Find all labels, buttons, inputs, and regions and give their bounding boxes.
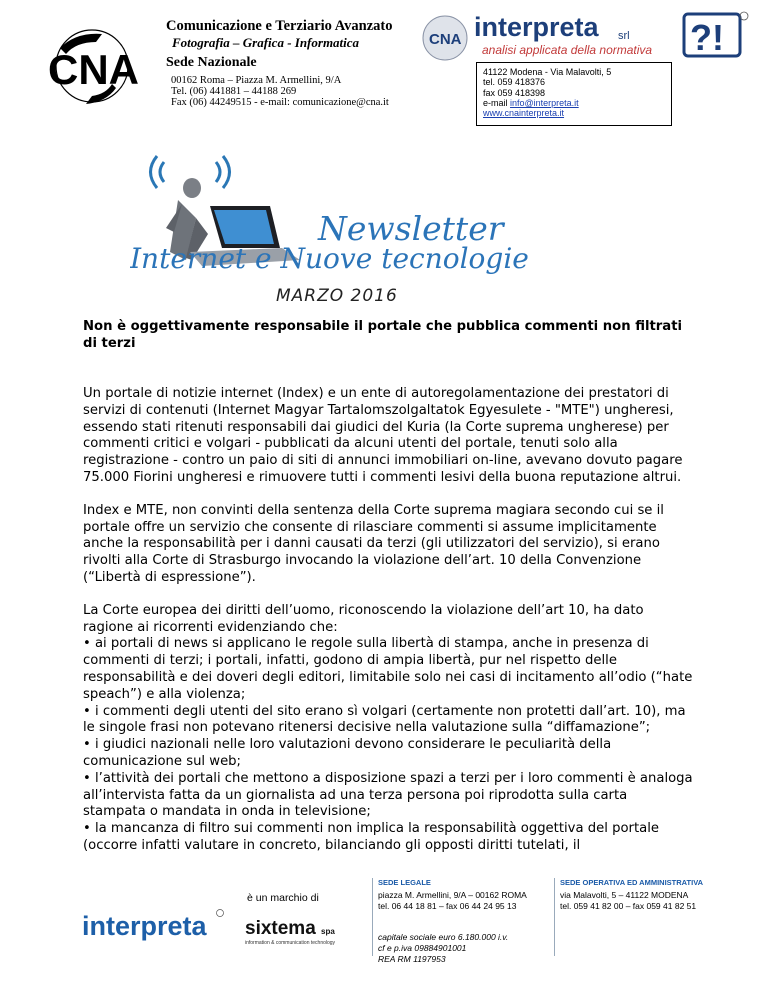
cna-address: 00162 Roma – Piazza M. Armellini, 9/A [171,75,342,86]
bullet-item: • l’attività dei portali che mettono a disposizione spazi a terzi per i loro commenti è analoga all’intervista fatta da un giornalista ad una terza persona poi riprodotta sulla carta stampata o mandata in onda in televisione; [83,770,693,820]
interpreta-tel: tel. 059 418376 [483,77,546,88]
footer-sede-legale [378,890,527,912]
article [83,318,693,855]
footer-company-info [378,932,508,965]
article-paragraph-1: Un portale di notizie internet (Index) e un ente di autoregolamentazione dei prestatori di servizi di contenuti (Internet Magyar Tartalomszolgaltatok Egyesulete - "MTE") ungheresi, essendo stati ritenuti responsabili dai giudici del Kuria (la Corte suprema ungherese) per commenti critici e volgari - pubblicati da alcuni utenti del portale, tenuti solo alla registrazione - contro un paio di siti di annunci immobiliari on-line, avevano dovuto pagare 75.000 Fiorini ungheresi e rimuovere tutti i commenti lesivi della buona reputazione altrui. [83,386,683,485]
footer-sede-operativa [560,890,696,912]
newsletter-banner [130,148,670,308]
cna-title: Comunicazione e Terziario Avanzato [166,18,393,34]
footer-interpreta-logo [80,907,230,947]
interpreta-logo-text: interpreta [474,12,599,42]
footer-cf: cf e p.iva 09884901001 [378,943,467,953]
interpreta-tagline: analisi applicata della normativa [482,43,653,57]
banner-subtitle: Internet e Nuove tecnologie [130,242,529,275]
interpreta-srl: srl [618,30,630,42]
interpreta-logo [422,8,752,63]
article-paragraph-2: Index e MTE, non convinti della sentenza della Corte suprema magiara secondo cui se il portale offre un servizio che consente di rilasciare commenti si assume implicitamente anche la responsabilità per i danni causati da terzi (gli utilizzatori del servizio), si erano rivolti alla Corte di Strasburgo invocando la violazione dell’art. 10 della Convenzione (“Libertà di espressione”). [83,502,664,585]
banner-title: Newsletter [318,209,504,248]
banner-date: MARZO 2016 [276,286,398,306]
footer-sixtema-text: sixtema [245,918,316,939]
footer [0,862,768,994]
footer-sede-legale-tel: tel. 06 44 18 81 – fax 06 44 24 95 13 [378,901,517,911]
footer-divider [554,878,555,956]
bullet-item: • i giudici nazionali nelle loro valutazioni devono considerare le peculiarità della comunicazione sul web; [83,737,612,769]
cna-tel: Tel. (06) 441881 – 44188 269 [171,86,297,97]
svg-text:?!: ?! [690,17,724,58]
interpreta-email-line: e-mail info@interpreta.it [483,97,579,108]
cna-badge: CNA [429,31,462,48]
footer-sixtema-logo [245,912,355,952]
website-link[interactable]: www.cnainterpreta.it [483,108,565,119]
article-paragraph-3: La Corte europea dei diritti dell’uomo, riconoscendo la violazione dell’art 10, ha dato ragione ai ricorrenti evidenziando che: [83,602,644,635]
cna-subtitle: Fotografia – Grafica - Informatica [172,35,360,50]
footer-sixtema-tag: information & communication technology [245,940,336,946]
footer-sede-operativa-title: SEDE OPERATIVA ED AMMINISTRATIVA [560,878,704,887]
footer-rea: REA RM 1197953 [378,954,446,964]
cna-fax: Fax (06) 44249515 - e-mail: comunicazione@cna.it [171,97,389,108]
footer-interpreta-text: interpreta [82,911,207,941]
interpreta-address: 41122 Modena - Via Malavolti, 5 [483,67,612,77]
article-headline: Non è oggettivamente responsabile il portale che pubblica commenti non filtrati di terzi [83,319,683,351]
bullet-item: • i commenti degli utenti del sito erano sì volgari (certamente non protetti dall’art. 10), ma le singole frasi non potevano ritenersi decisive nella valutazione sulla “diffamazione”; [83,703,686,736]
footer-divider [372,878,373,956]
footer-capitale: capitale sociale euro 6.180.000 i.v. [378,932,509,942]
bullet-item: • la mancanza di filtro sui commenti non implica la responsabilità oggettiva del portale (occorre infatti valutare in concreto, bilanciando gli opposti diritti tutelati, il [83,821,659,853]
footer-sede-operativa-addr: via Malavolti, 5 – 41122 MODENA [560,890,689,900]
footer-sede-legale-title: SEDE LEGALE [378,878,431,887]
cna-logo [46,28,166,108]
bullet-item: • ai portali di news si applicano le regole sulla libertà di stampa, anche in presenza di commenti di terzi; i portali, infatti, godono di ampia libertà, pur nel rispetto delle responsabilità e dei doveri degli editori, limitabile solo nei casi di incitamento all’odio (“hate speach”) e alla violenza; [83,636,693,702]
footer-sede-legale-addr: piazza M. Armellini, 9/A – 00162 ROMA [378,890,527,900]
footer-sixtema-spa: spa [321,927,335,936]
email-link[interactable]: info@interpreta.it [510,97,579,108]
cna-sede: Sede Nazionale [166,55,257,70]
interpreta-fax: fax 059 418398 [483,87,546,98]
cna-logo-text: CNA [48,46,139,93]
footer-marchio: è un marchio di [247,892,319,904]
footer-sede-operativa-tel: tel. 059 41 82 00 – fax 059 41 82 51 [560,901,697,911]
interpreta-contact-box [476,62,672,126]
cna-address-block [171,75,389,108]
